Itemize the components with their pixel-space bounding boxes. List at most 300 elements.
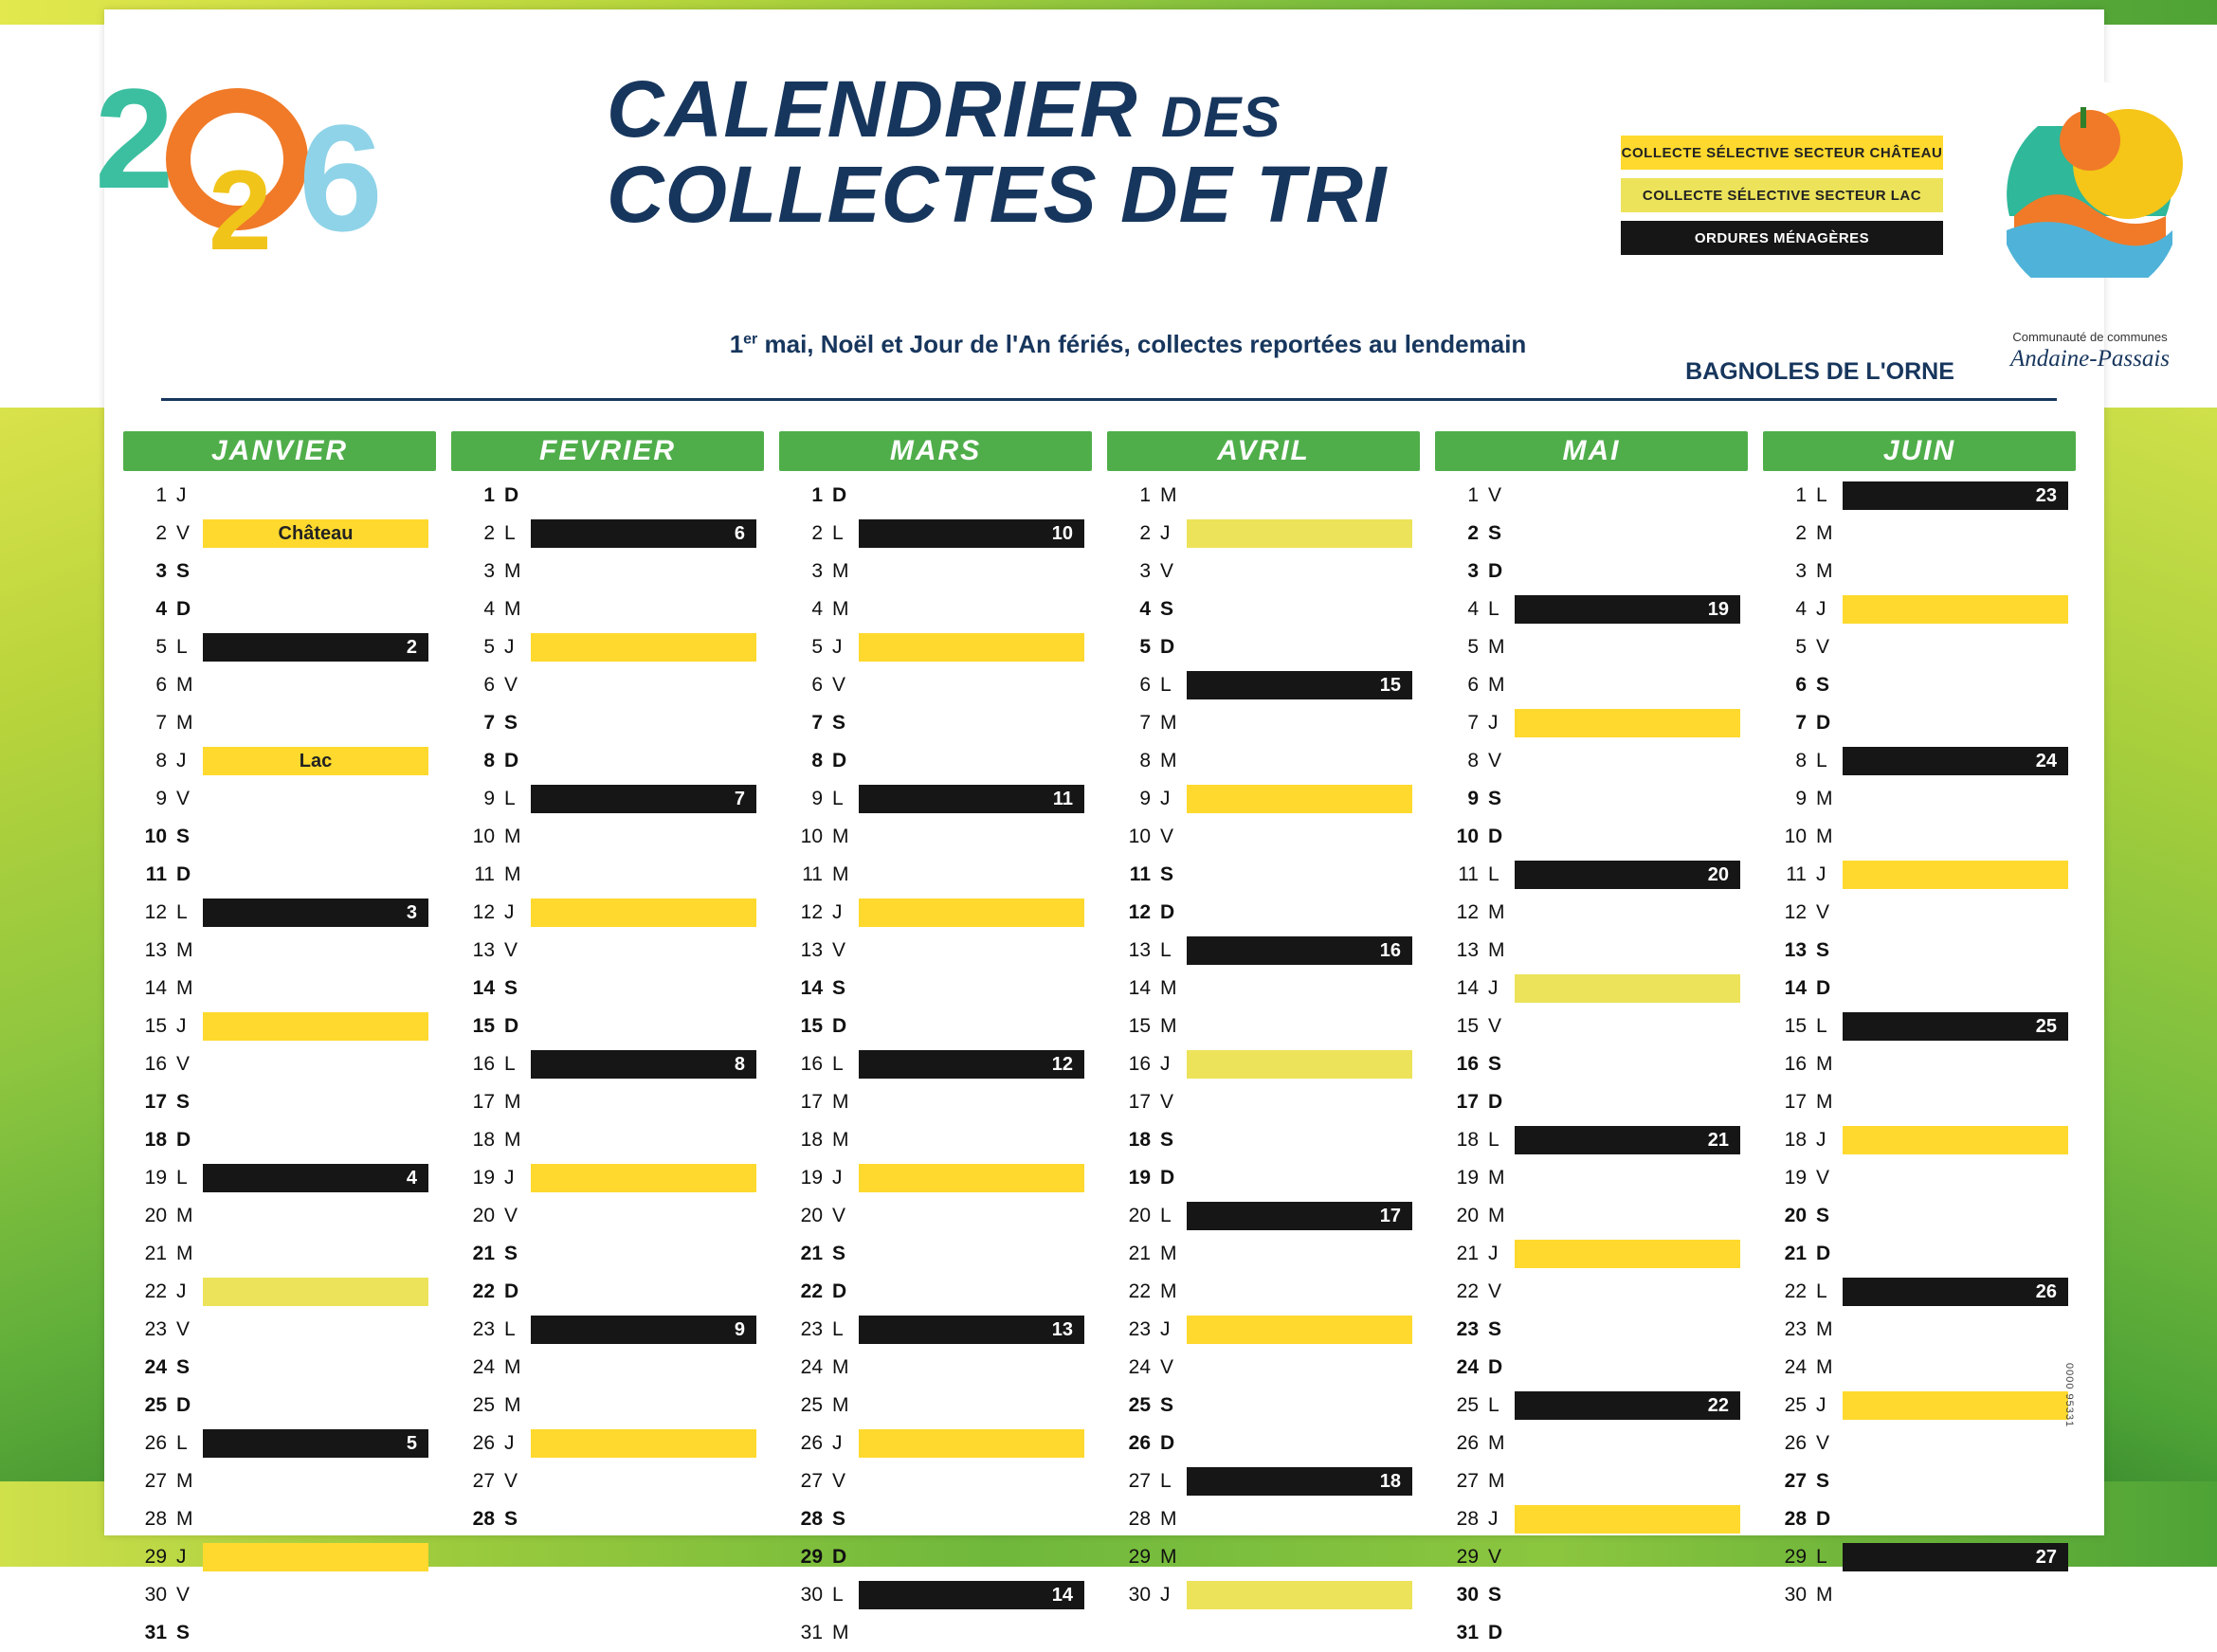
- month-column: [1435, 431, 1748, 1652]
- day-row: [1435, 1235, 1748, 1273]
- day-number: 21: [1128, 1243, 1151, 1264]
- day-letter: V: [832, 1470, 846, 1492]
- day-row: [1435, 742, 1748, 780]
- day-letter: L: [1160, 674, 1172, 696]
- day-letter: V: [1160, 1091, 1174, 1113]
- day-row: [451, 1235, 764, 1273]
- day-number: 17: [1128, 1091, 1151, 1113]
- day-number: 27: [1456, 1470, 1479, 1492]
- day-number: 5: [155, 636, 167, 658]
- month-header: AVRIL: [1107, 431, 1420, 471]
- day-number: 12: [1456, 901, 1479, 923]
- day-letter: V: [1488, 1546, 1502, 1568]
- day-number: 13: [1456, 939, 1479, 961]
- day-row: [1763, 1387, 2076, 1425]
- day-number: 19: [1784, 1167, 1807, 1189]
- day-letter: D: [1816, 1508, 1831, 1530]
- day-number: 29: [1128, 1546, 1151, 1568]
- collection-bar-chateau: [531, 1429, 756, 1458]
- day-letter: L: [1816, 1015, 1827, 1037]
- day-letter: V: [1160, 560, 1174, 582]
- day-letter: L: [504, 1053, 516, 1075]
- day-number: 27: [800, 1470, 823, 1492]
- day-letter: S: [1816, 1205, 1830, 1226]
- collection-bar-chateau: Château: [203, 519, 428, 548]
- barcode-mark: 0000 95331: [2063, 1363, 2075, 1428]
- day-row: [451, 1349, 764, 1387]
- day-letter: M: [504, 826, 521, 847]
- day-row: [779, 590, 1092, 628]
- day-number: 3: [1467, 560, 1479, 582]
- poster-title: [607, 64, 1611, 239]
- day-number: 12: [144, 901, 167, 923]
- day-letter: L: [1488, 1394, 1499, 1416]
- day-row: [1763, 742, 2076, 780]
- subtitle-pre: 1: [729, 330, 744, 358]
- day-number: 24: [1456, 1356, 1479, 1378]
- day-row: [1107, 856, 1420, 894]
- day-row: [451, 742, 764, 780]
- day-letter: M: [1816, 1318, 1833, 1340]
- day-row: [123, 1045, 436, 1083]
- day-row: [1107, 1576, 1420, 1614]
- day-letter: J: [1816, 1394, 1826, 1416]
- day-letter: S: [1816, 674, 1830, 696]
- day-number: 22: [1784, 1280, 1807, 1302]
- legend-item-lac: COLLECTE SÉLECTIVE SECTEUR LAC: [1621, 178, 1943, 212]
- day-letter: M: [1816, 1356, 1833, 1378]
- day-letter: D: [176, 1129, 191, 1151]
- day-row: [1435, 856, 1748, 894]
- day-number: 11: [1129, 863, 1151, 885]
- day-row: [779, 1462, 1092, 1500]
- day-row: [1107, 1045, 1420, 1083]
- day-row: [123, 666, 436, 704]
- day-letter: M: [504, 560, 521, 582]
- day-letter: D: [1816, 712, 1831, 734]
- day-letter: M: [1488, 901, 1505, 923]
- day-row: [779, 1121, 1092, 1159]
- day-letter: S: [176, 1091, 191, 1113]
- day-row: [1107, 818, 1420, 856]
- day-row: [1107, 1008, 1420, 1045]
- day-letter: D: [1488, 826, 1503, 847]
- day-letter: S: [176, 1622, 191, 1643]
- day-row: [123, 818, 436, 856]
- day-row: [451, 628, 764, 666]
- collection-bar-om: 3: [203, 899, 428, 927]
- day-letter: M: [1816, 560, 1833, 582]
- day-letter: M: [832, 1129, 849, 1151]
- day-number: 1: [483, 484, 495, 506]
- day-number: 28: [472, 1508, 495, 1530]
- day-number: 24: [472, 1356, 495, 1378]
- day-letter: L: [504, 788, 516, 809]
- day-letter: J: [504, 1167, 515, 1189]
- collection-bar-lac: [1187, 1581, 1412, 1609]
- collection-bar-chateau: [531, 1164, 756, 1192]
- day-row: [1763, 1121, 2076, 1159]
- day-row: [779, 477, 1092, 515]
- day-letter: S: [504, 1243, 518, 1264]
- collection-bar-om: 26: [1843, 1278, 2068, 1306]
- day-number: 24: [800, 1356, 823, 1378]
- day-number: 18: [1456, 1129, 1479, 1151]
- day-letter: J: [832, 636, 843, 658]
- day-row: [451, 1311, 764, 1349]
- subtitle-sup: er: [743, 331, 758, 348]
- day-letter: M: [832, 1394, 849, 1416]
- day-row: [1107, 477, 1420, 515]
- day-letter: V: [504, 674, 518, 696]
- collection-bar-chateau: [1515, 1505, 1740, 1534]
- day-letter: V: [1816, 1167, 1830, 1189]
- day-letter: M: [176, 674, 193, 696]
- day-letter: M: [1488, 1470, 1505, 1492]
- day-number: 22: [800, 1280, 823, 1302]
- day-number: 28: [1456, 1508, 1479, 1530]
- day-number: 25: [1128, 1394, 1151, 1416]
- day-letter: J: [176, 750, 187, 772]
- day-row: [1107, 1235, 1420, 1273]
- collection-bar-om: 17: [1187, 1202, 1412, 1230]
- collection-bar-om: 7: [531, 785, 756, 813]
- day-row: [451, 894, 764, 932]
- day-letter: M: [176, 977, 193, 999]
- day-row: [1435, 1008, 1748, 1045]
- collection-bar-om: 10: [859, 519, 1084, 548]
- day-row: [1763, 1197, 2076, 1235]
- collection-bar-om: 8: [531, 1050, 756, 1079]
- collection-bar-lac: [203, 1278, 428, 1306]
- day-row: [1763, 590, 2076, 628]
- day-number: 14: [144, 977, 167, 999]
- day-number: 16: [1784, 1053, 1807, 1075]
- day-letter: D: [504, 1280, 519, 1302]
- day-row: [1435, 1349, 1748, 1387]
- day-number: 2: [1139, 522, 1151, 544]
- day-row: [123, 590, 436, 628]
- day-row: [1763, 1045, 2076, 1083]
- day-row: [779, 628, 1092, 666]
- day-row: [1435, 515, 1748, 553]
- day-number: 28: [144, 1508, 167, 1530]
- svg-text:2: 2: [95, 59, 174, 218]
- collection-bar-om: 12: [859, 1050, 1084, 1079]
- day-row: [1763, 704, 2076, 742]
- day-row: [451, 780, 764, 818]
- day-number: 8: [1795, 750, 1807, 772]
- month-header: JUIN: [1763, 431, 2076, 471]
- day-row: [451, 1425, 764, 1462]
- day-number: 10: [1784, 826, 1807, 847]
- day-row: [779, 970, 1092, 1008]
- day-letter: J: [832, 901, 843, 923]
- svg-text:2: 2: [209, 147, 272, 274]
- day-row: [123, 894, 436, 932]
- day-letter: J: [504, 1432, 515, 1454]
- day-number: 9: [1795, 788, 1807, 809]
- collection-bar-chateau: [1187, 785, 1412, 813]
- legend-item-ordures-menageres: ORDURES MÉNAGÈRES: [1621, 221, 1943, 255]
- day-letter: J: [176, 1015, 187, 1037]
- month-column: [123, 431, 436, 1652]
- day-row: [1107, 1500, 1420, 1538]
- day-row: [1107, 1425, 1420, 1462]
- day-letter: M: [1488, 636, 1505, 658]
- day-number: 23: [1456, 1318, 1479, 1340]
- day-number: 5: [1795, 636, 1807, 658]
- day-number: 6: [1467, 674, 1479, 696]
- day-letter: D: [1488, 1091, 1503, 1113]
- day-number: 10: [472, 826, 495, 847]
- day-row: [779, 704, 1092, 742]
- day-letter: V: [1816, 636, 1830, 658]
- day-row: [451, 666, 764, 704]
- day-number: 12: [472, 901, 495, 923]
- day-number: 17: [800, 1091, 823, 1113]
- day-row: [1435, 704, 1748, 742]
- day-row: [1435, 894, 1748, 932]
- day-row: [451, 590, 764, 628]
- day-row: [1763, 666, 2076, 704]
- day-letter: D: [832, 1546, 847, 1568]
- day-letter: J: [1160, 522, 1171, 544]
- day-letter: M: [504, 1129, 521, 1151]
- day-number: 10: [1456, 826, 1479, 847]
- day-number: 30: [1784, 1584, 1807, 1606]
- day-number: 3: [811, 560, 823, 582]
- day-letter: L: [832, 788, 844, 809]
- day-letter: M: [1816, 788, 1833, 809]
- day-row: [779, 1425, 1092, 1462]
- day-list: [1763, 477, 2076, 1614]
- day-number: 11: [1458, 863, 1479, 885]
- day-number: 28: [1784, 1508, 1807, 1530]
- day-letter: D: [1488, 560, 1503, 582]
- day-row: [451, 553, 764, 590]
- day-letter: V: [1488, 484, 1502, 506]
- day-row: [1107, 894, 1420, 932]
- day-number: 19: [144, 1167, 167, 1189]
- day-number: 29: [1456, 1546, 1479, 1568]
- collection-bar-chateau: [1843, 861, 2068, 889]
- day-letter: M: [504, 1356, 521, 1378]
- day-row: [1107, 1273, 1420, 1311]
- day-letter: M: [1816, 1053, 1833, 1075]
- day-letter: M: [1160, 750, 1177, 772]
- day-row: [1107, 553, 1420, 590]
- day-row: [1107, 515, 1420, 553]
- day-letter: D: [1160, 636, 1175, 658]
- day-letter: M: [1488, 1432, 1505, 1454]
- day-number: 28: [1128, 1508, 1151, 1530]
- title-line-1-small: DES: [1161, 85, 1281, 149]
- day-row: [1435, 1500, 1748, 1538]
- day-letter: V: [504, 1470, 518, 1492]
- day-row: [1107, 1121, 1420, 1159]
- day-letter: D: [504, 750, 519, 772]
- month-column: [779, 431, 1092, 1652]
- day-row: [1763, 1538, 2076, 1576]
- day-number: 21: [472, 1243, 495, 1264]
- day-letter: M: [1816, 522, 1833, 544]
- day-number: 21: [144, 1243, 167, 1264]
- day-letter: S: [1488, 522, 1502, 544]
- day-row: [1435, 1159, 1748, 1197]
- day-letter: J: [1488, 977, 1499, 999]
- day-number: 14: [1456, 977, 1479, 999]
- day-row: [1435, 1311, 1748, 1349]
- day-row: [1763, 1576, 2076, 1614]
- day-letter: J: [1488, 1508, 1499, 1530]
- day-row: [123, 742, 436, 780]
- year-logo-2026: [95, 45, 474, 282]
- day-number: 23: [1128, 1318, 1151, 1340]
- day-letter: D: [1488, 1622, 1503, 1643]
- collection-bar-chateau: [1843, 595, 2068, 624]
- month-header: FEVRIER: [451, 431, 764, 471]
- day-letter: D: [832, 1280, 847, 1302]
- day-number: 20: [1456, 1205, 1479, 1226]
- day-number: 6: [811, 674, 823, 696]
- day-row: [779, 1008, 1092, 1045]
- day-letter: M: [1488, 1205, 1505, 1226]
- day-row: [779, 1349, 1092, 1387]
- collection-bar-om: 6: [531, 519, 756, 548]
- cc-signature: Andaine-Passais: [2009, 346, 2171, 372]
- month-column: [1107, 431, 1420, 1652]
- poster-header: [95, 17, 2171, 401]
- day-number: 20: [144, 1205, 167, 1226]
- day-letter: V: [1160, 1356, 1174, 1378]
- day-letter: M: [832, 1622, 849, 1643]
- day-letter: D: [832, 484, 847, 506]
- day-letter: M: [1160, 1015, 1177, 1037]
- day-row: [451, 1083, 764, 1121]
- day-number: 24: [1128, 1356, 1151, 1378]
- day-number: 8: [1139, 750, 1151, 772]
- day-number: 22: [144, 1280, 167, 1302]
- day-number: 16: [1128, 1053, 1151, 1075]
- day-letter: S: [832, 1243, 846, 1264]
- day-number: 31: [144, 1622, 167, 1643]
- day-number: 1: [1467, 484, 1479, 506]
- day-letter: S: [176, 560, 191, 582]
- day-letter: D: [1488, 1356, 1503, 1378]
- day-number: 15: [800, 1015, 823, 1037]
- day-row: [779, 1614, 1092, 1652]
- day-number: 27: [1128, 1470, 1151, 1492]
- day-row: [1107, 1311, 1420, 1349]
- day-row: [779, 515, 1092, 553]
- day-number: 26: [1456, 1432, 1479, 1454]
- day-row: [779, 1576, 1092, 1614]
- day-number: 8: [155, 750, 167, 772]
- day-number: 2: [155, 522, 167, 544]
- day-letter: M: [1160, 484, 1177, 506]
- day-number: 3: [155, 560, 167, 582]
- day-letter: M: [832, 1356, 849, 1378]
- day-row: [123, 1500, 436, 1538]
- day-number: 22: [1128, 1280, 1151, 1302]
- subtitle-rest: mai, Noël et Jour de l'An fériés, collectes reportées au lendemain: [757, 330, 1527, 358]
- day-letter: J: [1816, 863, 1826, 885]
- day-list: [451, 477, 764, 1538]
- day-number: 12: [1784, 901, 1807, 923]
- collection-bar-om: 25: [1843, 1012, 2068, 1041]
- day-number: 25: [1784, 1394, 1807, 1416]
- day-row: [1107, 1349, 1420, 1387]
- day-list: [1107, 477, 1420, 1614]
- day-row: [1435, 970, 1748, 1008]
- day-row: [779, 1045, 1092, 1083]
- day-number: 1: [1139, 484, 1151, 506]
- day-letter: L: [832, 1318, 844, 1340]
- day-number: 20: [472, 1205, 495, 1226]
- day-letter: M: [1488, 939, 1505, 961]
- day-row: [1107, 932, 1420, 970]
- day-number: 20: [1784, 1205, 1807, 1226]
- day-letter: S: [1816, 939, 1830, 961]
- month-column: [451, 431, 764, 1652]
- day-number: 31: [1456, 1622, 1479, 1643]
- day-letter: L: [176, 1432, 188, 1454]
- day-letter: M: [504, 1091, 521, 1113]
- collection-bar-om: 9: [531, 1316, 756, 1344]
- day-number: 22: [472, 1280, 495, 1302]
- day-number: 18: [1128, 1129, 1151, 1151]
- day-number: 20: [800, 1205, 823, 1226]
- day-row: [779, 780, 1092, 818]
- collection-bar-om: 5: [203, 1429, 428, 1458]
- day-letter: S: [1160, 1394, 1174, 1416]
- day-letter: V: [176, 1053, 191, 1075]
- day-row: [1763, 1273, 2076, 1311]
- day-number: 10: [144, 826, 167, 847]
- day-row: [451, 477, 764, 515]
- day-letter: J: [1816, 1129, 1826, 1151]
- day-letter: S: [504, 1508, 518, 1530]
- day-letter: S: [1488, 1584, 1502, 1606]
- day-number: 26: [472, 1432, 495, 1454]
- day-letter: V: [832, 1205, 846, 1226]
- day-row: [1435, 1045, 1748, 1083]
- day-letter: M: [832, 826, 849, 847]
- day-number: 5: [483, 636, 495, 658]
- day-letter: S: [176, 1356, 191, 1378]
- day-number: 13: [472, 939, 495, 961]
- day-letter: V: [1816, 901, 1830, 923]
- day-letter: J: [832, 1167, 843, 1189]
- day-number: 25: [1456, 1394, 1479, 1416]
- day-letter: V: [1488, 750, 1502, 772]
- day-letter: M: [176, 1205, 193, 1226]
- day-row: [1435, 1425, 1748, 1462]
- day-row: [779, 1083, 1092, 1121]
- day-letter: M: [832, 863, 849, 885]
- day-number: 4: [811, 598, 823, 620]
- day-letter: D: [1160, 901, 1175, 923]
- day-row: [1107, 704, 1420, 742]
- day-letter: L: [504, 522, 516, 544]
- day-letter: J: [1488, 712, 1499, 734]
- day-row: [123, 553, 436, 590]
- day-letter: M: [176, 712, 193, 734]
- day-number: 16: [1456, 1053, 1479, 1075]
- month-header: JANVIER: [123, 431, 436, 471]
- day-number: 26: [1784, 1432, 1807, 1454]
